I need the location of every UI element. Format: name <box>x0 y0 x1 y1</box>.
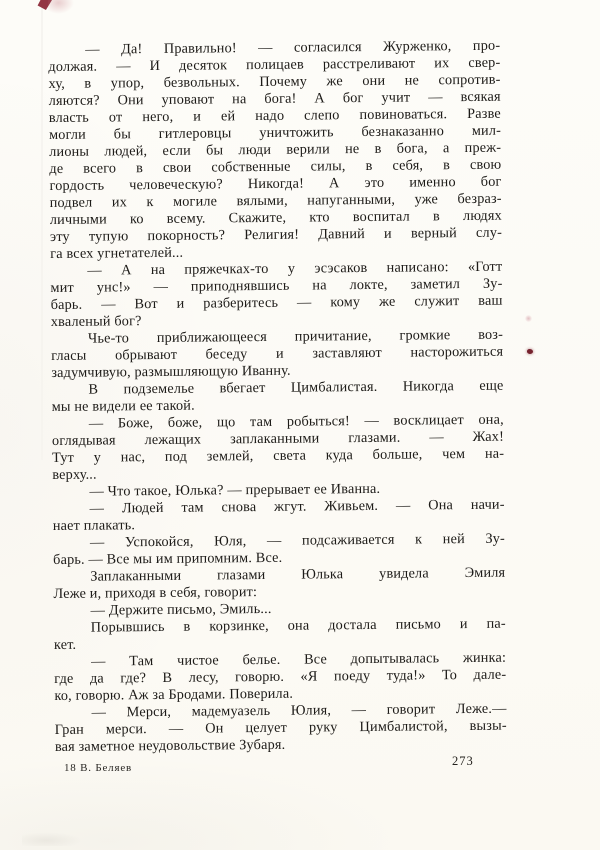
text-line: Чье-то приближающееся причитание, громкие воз- <box>87 326 504 347</box>
text-line: лионы людей, если бы люди верили не в бога, а преж- <box>49 139 502 161</box>
text-line: — Что такое, Юлька? — прерывает ее Иванна. <box>89 480 381 500</box>
text-line: — Там чистое белье. Все допытывалась жинка: <box>91 649 507 670</box>
text-line: мит унс!» — приподнявшись на локте, заметил Зу- <box>50 275 503 297</box>
text-line: де всего в свои собственные силы, в себя, в свою <box>49 156 502 178</box>
text-line: хваленый бог? <box>50 313 142 331</box>
text-line: — Боже, боже, що там робыться! — восклицает она, <box>88 411 504 432</box>
text-line: гласы обрывают беседу и заставляют насторожиться <box>51 343 504 365</box>
text-line: личными ко всему. Скажите, кто воспитал в людях <box>49 207 502 229</box>
margin-ink-speck-dark <box>527 349 533 354</box>
text-line: мы не видели ее такой. <box>51 397 195 416</box>
text-block <box>48 38 507 756</box>
scan-smudge <box>22 832 82 846</box>
text-line: ко, говорю. Аж за Бродами. Поверила. <box>54 685 294 705</box>
text-line: власть от него, и ей надо слепо повиноваться. Разве <box>48 105 501 127</box>
text-line: В подземелье вбегает Цимбалистая. Никогда еще <box>88 377 504 398</box>
text-line: вая заметное неудовольствие Зубаря. <box>54 736 286 756</box>
text-line: Заплаканными глазами Юлька увидела Эмиля <box>90 564 506 585</box>
text-line: должая. — И десяток полицаев расстреливают их свер- <box>48 54 501 76</box>
text-line: оглядывая лежащих заплаканными глазами. — Жах! <box>51 428 505 450</box>
text-line: — Успокойся, Юля, — подсаживается к ней Зу- <box>89 530 506 551</box>
page-crease <box>41 0 43 460</box>
margin-ink-speck-faint <box>525 315 532 322</box>
text-line: барь. — Все мы им припомним. Все. <box>53 549 283 569</box>
text-line: — Да! Правильно! — согласился Журженко, про- <box>85 37 501 58</box>
text-line: — Держите письмо, Эмиль... <box>90 600 272 619</box>
printers-signature-mark: 18 В. Беляев <box>64 762 133 774</box>
text-line: подвел их к могиле вялыми, напуганными, уже безраз- <box>49 190 502 212</box>
text-line: га всех угнетателей... <box>50 244 184 263</box>
text-line: — Людей там снова жгут. Живьем. — Она начи- <box>89 496 505 517</box>
text-line: могли бы гитлеровцы уничтожить безнаказанно мил- <box>48 122 502 144</box>
text-line: барь. — Вот и разберитесь — кому же служит ваш <box>50 292 503 314</box>
page-number: 273 <box>452 754 474 768</box>
text-line: нает плакать. <box>52 517 136 535</box>
text-line: Тут у нас, под землей, света куда больше, чем на- <box>52 445 505 467</box>
text-line: верху... <box>52 466 97 484</box>
text-line: Порывшись в корзинке, она достала письмо и па- <box>90 615 506 636</box>
red-ink-smudge <box>48 0 74 14</box>
text-line: ляются? Они уповают на бога! А бог учит — всякая <box>48 88 501 110</box>
text-line: эту тупую покорность? Религия! Давний и верный слу- <box>49 224 503 246</box>
text-line: — Мерси, мадемуазель Юлия, — говорит Леже.— <box>91 700 507 721</box>
text-line: Гран мерси. — Он целует руку Цимбалистой, вызы- <box>54 717 507 739</box>
text-line: ху, в упор, безвольных. Почему же они не сопротив- <box>48 71 501 93</box>
text-line: задумчивую, размышляющую Иванну. <box>51 362 291 382</box>
text-line: Леже и, приходя в себя, говорит: <box>53 584 258 603</box>
text-line: гордость человеческую? Никогда! А это именно бог <box>49 173 502 195</box>
text-line: где да где? В лесу, говорю. «Я поеду туда!» То дале- <box>54 666 507 688</box>
text-line: кет. <box>53 636 77 654</box>
text-line: — А на пряжечках-то у эсэсаков написано: «Готт <box>87 258 503 279</box>
